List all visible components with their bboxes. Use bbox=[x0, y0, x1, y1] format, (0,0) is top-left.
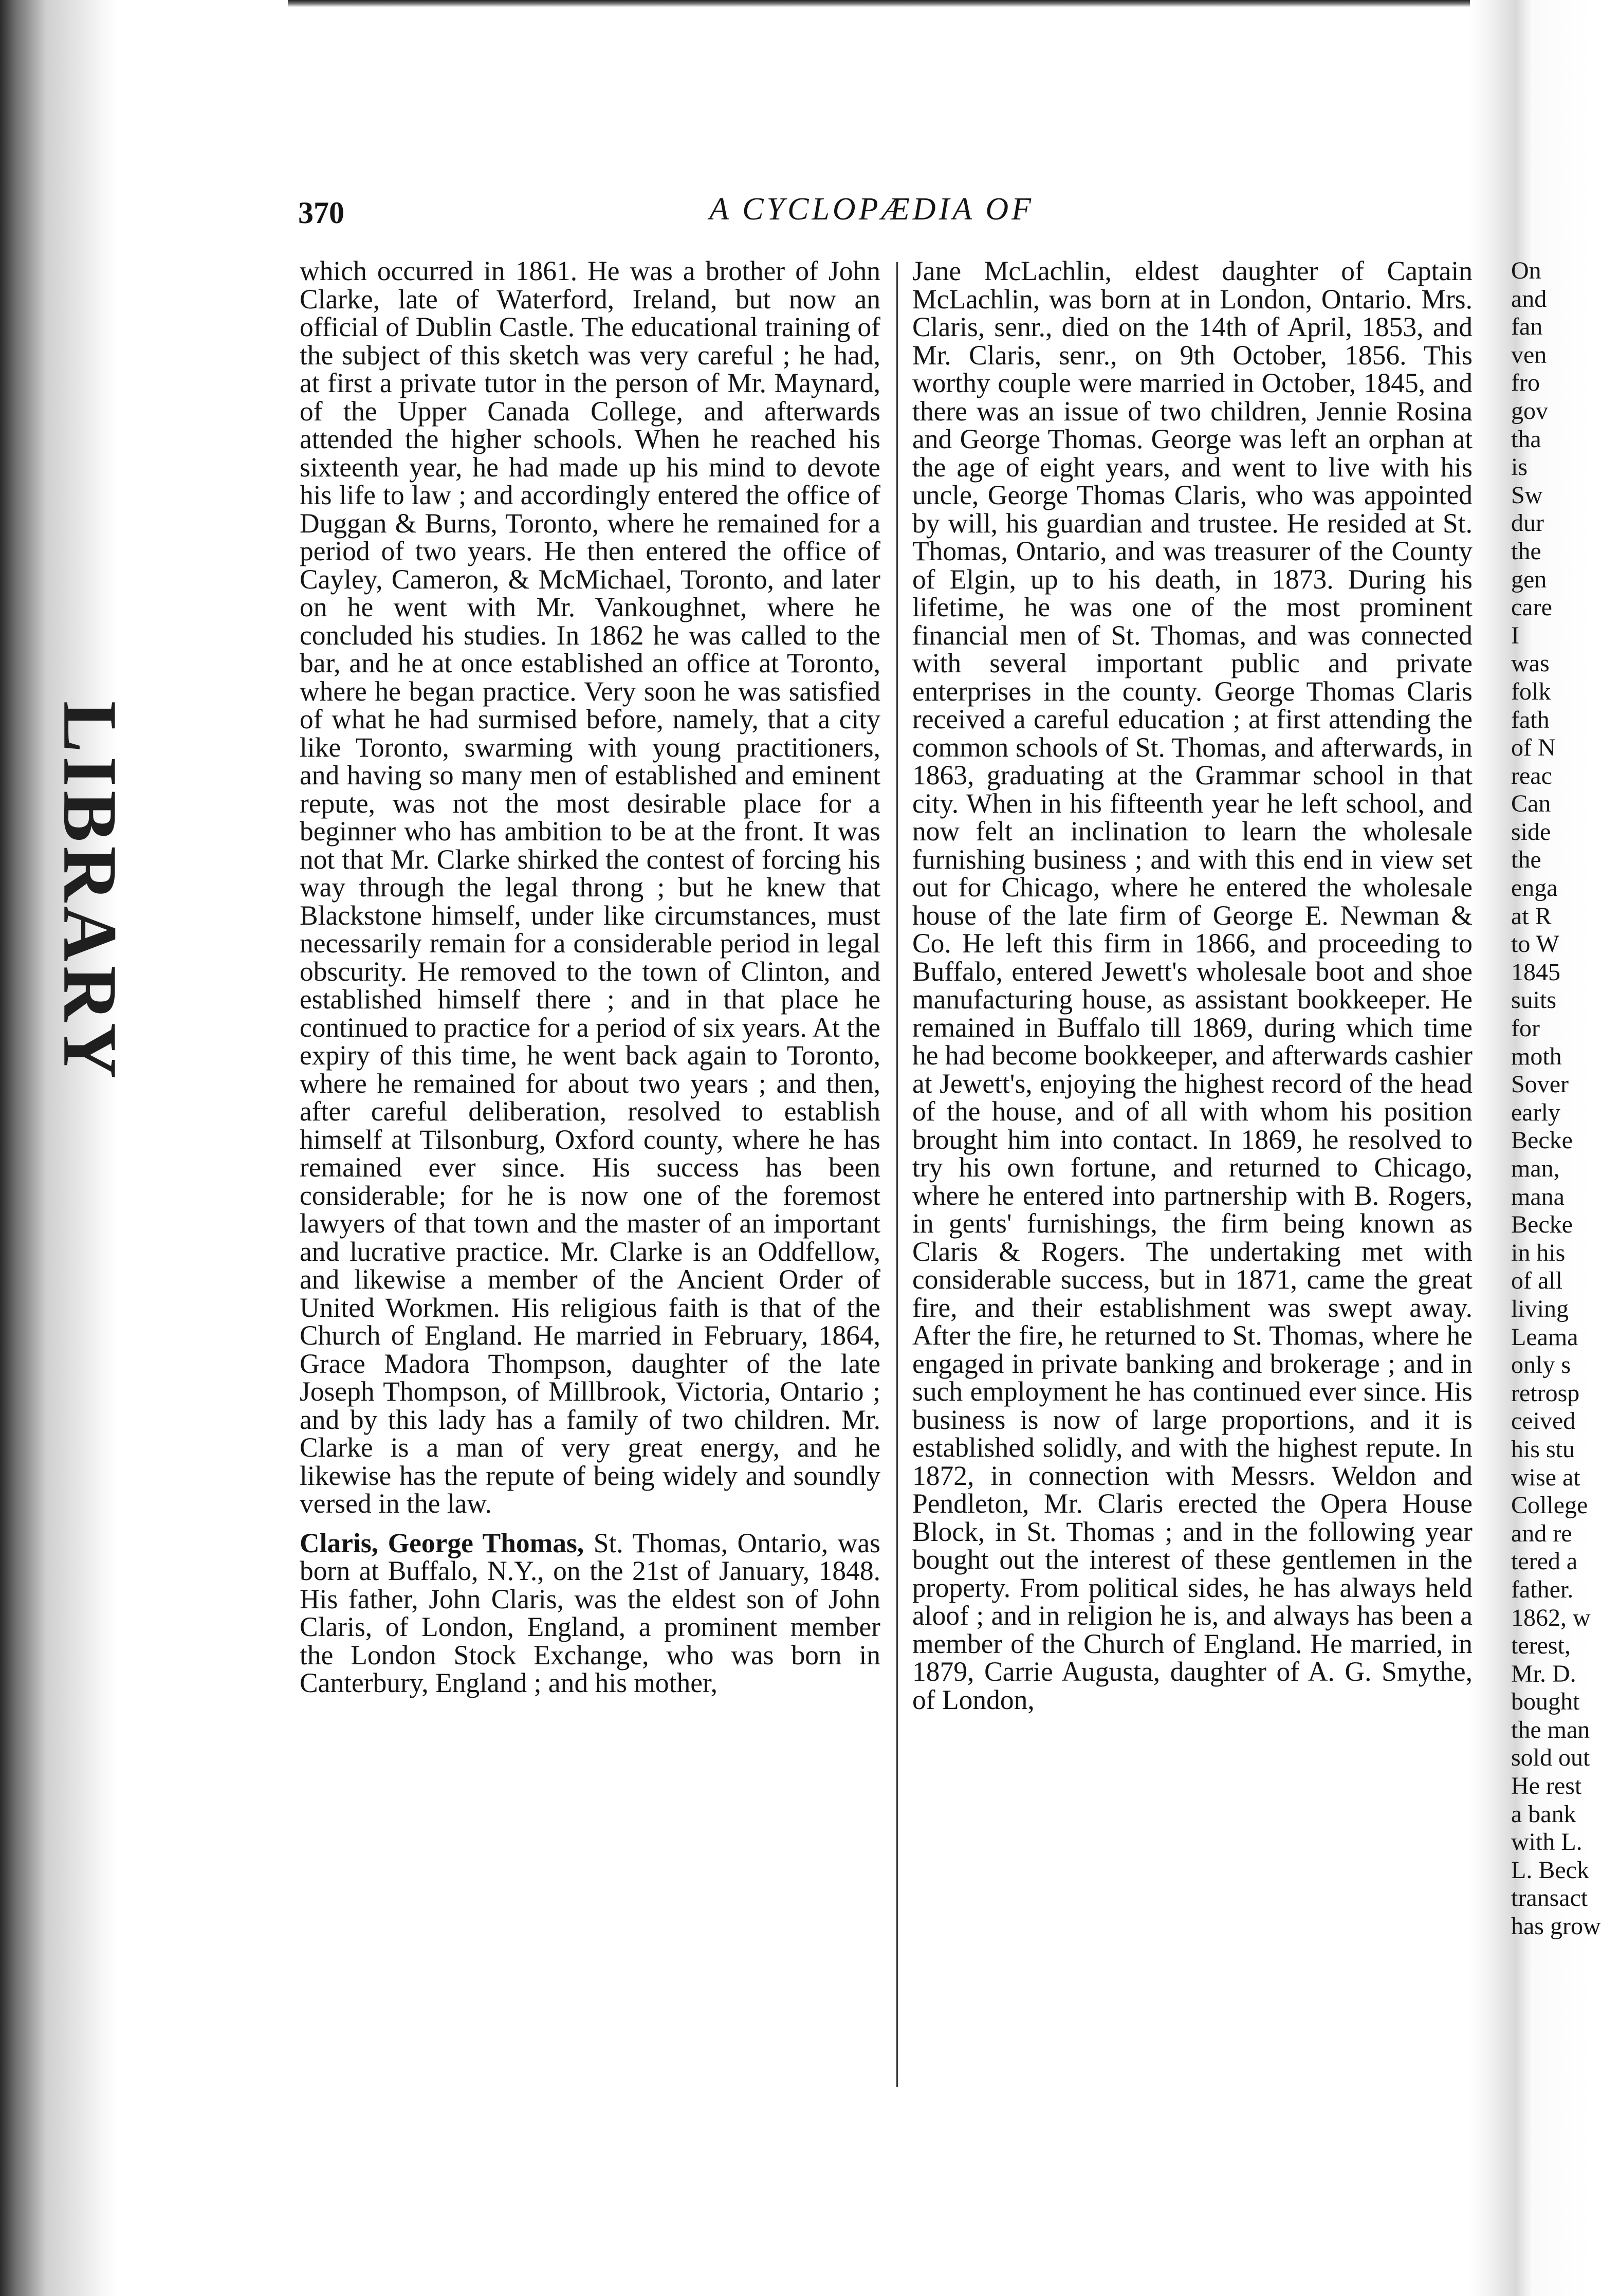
page-number: 370 bbox=[298, 196, 344, 230]
right-column-line: ven bbox=[1511, 341, 1547, 369]
right-column-line: of N bbox=[1511, 734, 1556, 762]
right-column-line: has grow bbox=[1511, 1913, 1601, 1940]
right-column-line: and re bbox=[1511, 1519, 1572, 1547]
right-column-line: 1862, w bbox=[1511, 1604, 1591, 1631]
top-edge-rule bbox=[288, 0, 1470, 7]
right-column-line: at R bbox=[1511, 902, 1552, 930]
right-column-line: suits bbox=[1511, 986, 1557, 1014]
right-column-line: I bbox=[1511, 621, 1519, 649]
right-column-fragment bbox=[1511, 257, 1601, 1941]
right-column-line: early bbox=[1511, 1098, 1560, 1126]
binding-stamp bbox=[47, 529, 133, 1254]
claris-biography-entry bbox=[300, 1529, 880, 1697]
right-column-line: mana bbox=[1511, 1183, 1565, 1210]
right-column-line: Can bbox=[1511, 790, 1551, 818]
right-column-line: retrosp bbox=[1511, 1379, 1580, 1407]
right-column-line: gov bbox=[1511, 397, 1548, 425]
right-column-line: On bbox=[1511, 257, 1541, 284]
right-column-line: Sover bbox=[1511, 1071, 1569, 1098]
right-column-line: fath bbox=[1511, 706, 1550, 733]
right-column-line: was bbox=[1511, 650, 1550, 677]
right-column-line: with L. bbox=[1511, 1828, 1582, 1856]
right-column-line: for bbox=[1511, 1015, 1540, 1042]
right-column-line: 1845 bbox=[1511, 958, 1560, 986]
right-column-line: to W bbox=[1511, 930, 1559, 958]
right-column-line: He rest bbox=[1511, 1772, 1582, 1800]
right-column-line: Becke bbox=[1511, 1211, 1573, 1239]
right-column-line: the bbox=[1511, 537, 1541, 565]
middle-column bbox=[912, 257, 1473, 1714]
right-column-line: the man bbox=[1511, 1716, 1590, 1743]
right-column-line: moth bbox=[1511, 1042, 1562, 1070]
right-column-line: the bbox=[1511, 846, 1541, 874]
right-column-line: in his bbox=[1511, 1239, 1566, 1266]
right-column-line: father. bbox=[1511, 1575, 1574, 1603]
right-column-line: is bbox=[1511, 453, 1528, 481]
right-column-line: fro bbox=[1511, 369, 1540, 397]
right-column-line: only s bbox=[1511, 1351, 1571, 1379]
column-divider bbox=[896, 262, 898, 2087]
right-column-line: gen bbox=[1511, 565, 1547, 593]
claris-biography-continued: Jane McLachlin, eldest daughter of Captain McLachlin, was born at in London, Ontario. Mrs. Claris, senr., died on the 14th of April, 1853, and Mr. Claris, senr., on 9th October, 1856. This worthy couple were married in October, 1845, and there was an issue of two children, Jennie Rosina and George Thomas. George was left an orphan at the age of eight years, and went to live with his uncle, George Thomas Claris, who was appointed by will, his guardian and trustee. He resided at St. Thomas, Ontario, and was treasurer of the County of Elgin, up to his death, in 1873. During his lifetime, he was one of the most prominent financial men of St. Thomas, and was connected with several important public and private enterprises in the county. George Thomas Claris received a careful education ; at first attending the common schools of St. Thomas, and afterwards, in 1863, graduating at the Grammar school in that city. When in his fifteenth year he left school, and now felt an inclination to learn the wholesale furnishing business ; and with this end in view set out for Chicago, where he entered the wholesale house of the late firm of George E. Newman & Co. He left this firm in 1866, and proceeding to Buffalo, entered Jewett's wholesale boot and shoe manufacturing house, as assistant bookkeeper. He remained in Buffalo till 1869, during which time he had become bookkeeper, and afterwards cashier at Jewett's, enjoying the highest record of the head of the house, and of all with whom his position brought him into contact. In 1869, he resolved to try his own fortune, and returned to Chicago, where he entered into partnership with B. Rogers, in gents' furnishings, the firm being known as Claris & Rogers. The undertaking met with considerable success, but in 1871, came the great fire, and their establishment was swept away. After the fire, he returned to St. Thomas, where he engaged in private banking and brokerage ; and in such employment he has continued ever since. His business is now of large proportions, and it is established solidly, and with the highest repute. In 1872, in connection with Messrs. Weldon and Pendleton, Mr. Claris erected the Opera House Block, in St. Thomas ; and in the following year bought out the interest of these gentlemen in the property. From political sides, he has always held aloof ; and in religion he is, and always has been a member of the Church of England. He married, in 1879, Carrie Augusta, daughter of A. G. Smythe, of London, bbox=[912, 255, 1473, 1715]
right-column-line: tered a bbox=[1511, 1548, 1578, 1575]
right-column-line: enga bbox=[1511, 874, 1558, 902]
right-column-line: Sw bbox=[1511, 481, 1543, 509]
right-column-line: transact bbox=[1511, 1884, 1588, 1912]
right-column-line: wise at bbox=[1511, 1463, 1580, 1491]
right-column-line: reac bbox=[1511, 762, 1552, 789]
right-column-line: College bbox=[1511, 1492, 1588, 1519]
right-column-line: folk bbox=[1511, 677, 1551, 705]
right-column-line: living bbox=[1511, 1295, 1569, 1323]
claris-biography-name: Claris, George Thomas, bbox=[300, 1527, 584, 1558]
left-column bbox=[300, 257, 880, 1697]
right-column-line: care bbox=[1511, 594, 1552, 621]
right-column-line: a bank bbox=[1511, 1800, 1576, 1828]
right-column-line: Mr. D. bbox=[1511, 1660, 1576, 1687]
right-column-line: L. Beck bbox=[1511, 1856, 1589, 1884]
right-column-line: bought bbox=[1511, 1688, 1580, 1716]
right-column-line: ceived bbox=[1511, 1407, 1576, 1435]
claris-biography-opening: St. Thomas, Ontario, was born at Buffalo, N.Y., on the 21st of January, 1848. His father, John Claris, was the eldest son of John Claris, of London, England, a prominent member the London Stock Exchange, who was born in Canterbury, England ; and his mother, bbox=[300, 1527, 880, 1698]
clarke-biography-text: which occurred in 1861. He was a brother of John Clarke, late of Waterford, Ireland, but now an official of Dublin Castle. The educational training of the subject of this sketch was very careful ; he had, at first a private tutor in the person of Mr. Maynard, of the Upper Canada College, and afterwards attended the higher schools. When he reached his sixteenth year, he had made up his mind to devote his life to law ; and accordingly entered the office of Duggan & Burns, Toronto, where he remained for a period of two years. He then entered the office of Cayley, Cameron, & McMichael, Toronto, and later on he went with Mr. Vankoughnet, where he concluded his studies. In 1862 he was called to the bar, and he at once established an office at Toronto, where he began practice. Very soon he was satisfied of what he had surmised before, namely, that a city like Toronto, swarming with young practitioners, and having so many men of established and eminent repute, was not the most desirable place for a beginner who has ambition to be at the front. It was not that Mr. Clarke shirked the contest of forcing his way through the legal throng ; but he knew that Blackstone himself, under like circumstances, must necessarily remain for a considerable period in legal obscurity. He removed to the town of Clinton, and established himself there ; and in that place he continued to practice for a period of six years. At the expiry of this time, he went back again to Toronto, where he remained for about two years ; and then, after careful deliberation, resolved to establish himself at Tilsonburg, Oxford county, where he has remained ever since. His success has been considerable; for he is now one of the foremost lawyers of that town and the master of an important and lucrative practice. Mr. Clarke is an Oddfellow, and likewise a member of the Ancient Order of United Workmen. His religious faith is that of the Church of England. He married in February, 1864, Grace Madora Thompson, daughter of the late Joseph Thompson, of Millbrook, Victoria, Ontario ; and by this lady has a family of two children. Mr. Clarke is a man of very great energy, and he likewise has the repute of being widely and soundly versed in the law. bbox=[300, 255, 880, 1519]
right-column-line: tha bbox=[1511, 425, 1541, 453]
right-column-line: fan bbox=[1511, 313, 1543, 341]
right-column-line: of all bbox=[1511, 1267, 1562, 1295]
running-head: A CYCLOPÆDIA OF bbox=[709, 192, 1035, 227]
right-column-line: and bbox=[1511, 285, 1547, 313]
right-column-line: his stu bbox=[1511, 1435, 1575, 1463]
right-column-line: Becke bbox=[1511, 1127, 1573, 1154]
right-column-line: side bbox=[1511, 818, 1551, 846]
right-column-line: Leama bbox=[1511, 1323, 1578, 1351]
right-column-line: dur bbox=[1511, 509, 1544, 537]
binding-stamp-text: LIBRARY bbox=[47, 701, 133, 1083]
right-column-line: man, bbox=[1511, 1155, 1560, 1182]
right-column-line: terest, bbox=[1511, 1632, 1571, 1660]
right-column-line: sold out bbox=[1511, 1744, 1590, 1772]
